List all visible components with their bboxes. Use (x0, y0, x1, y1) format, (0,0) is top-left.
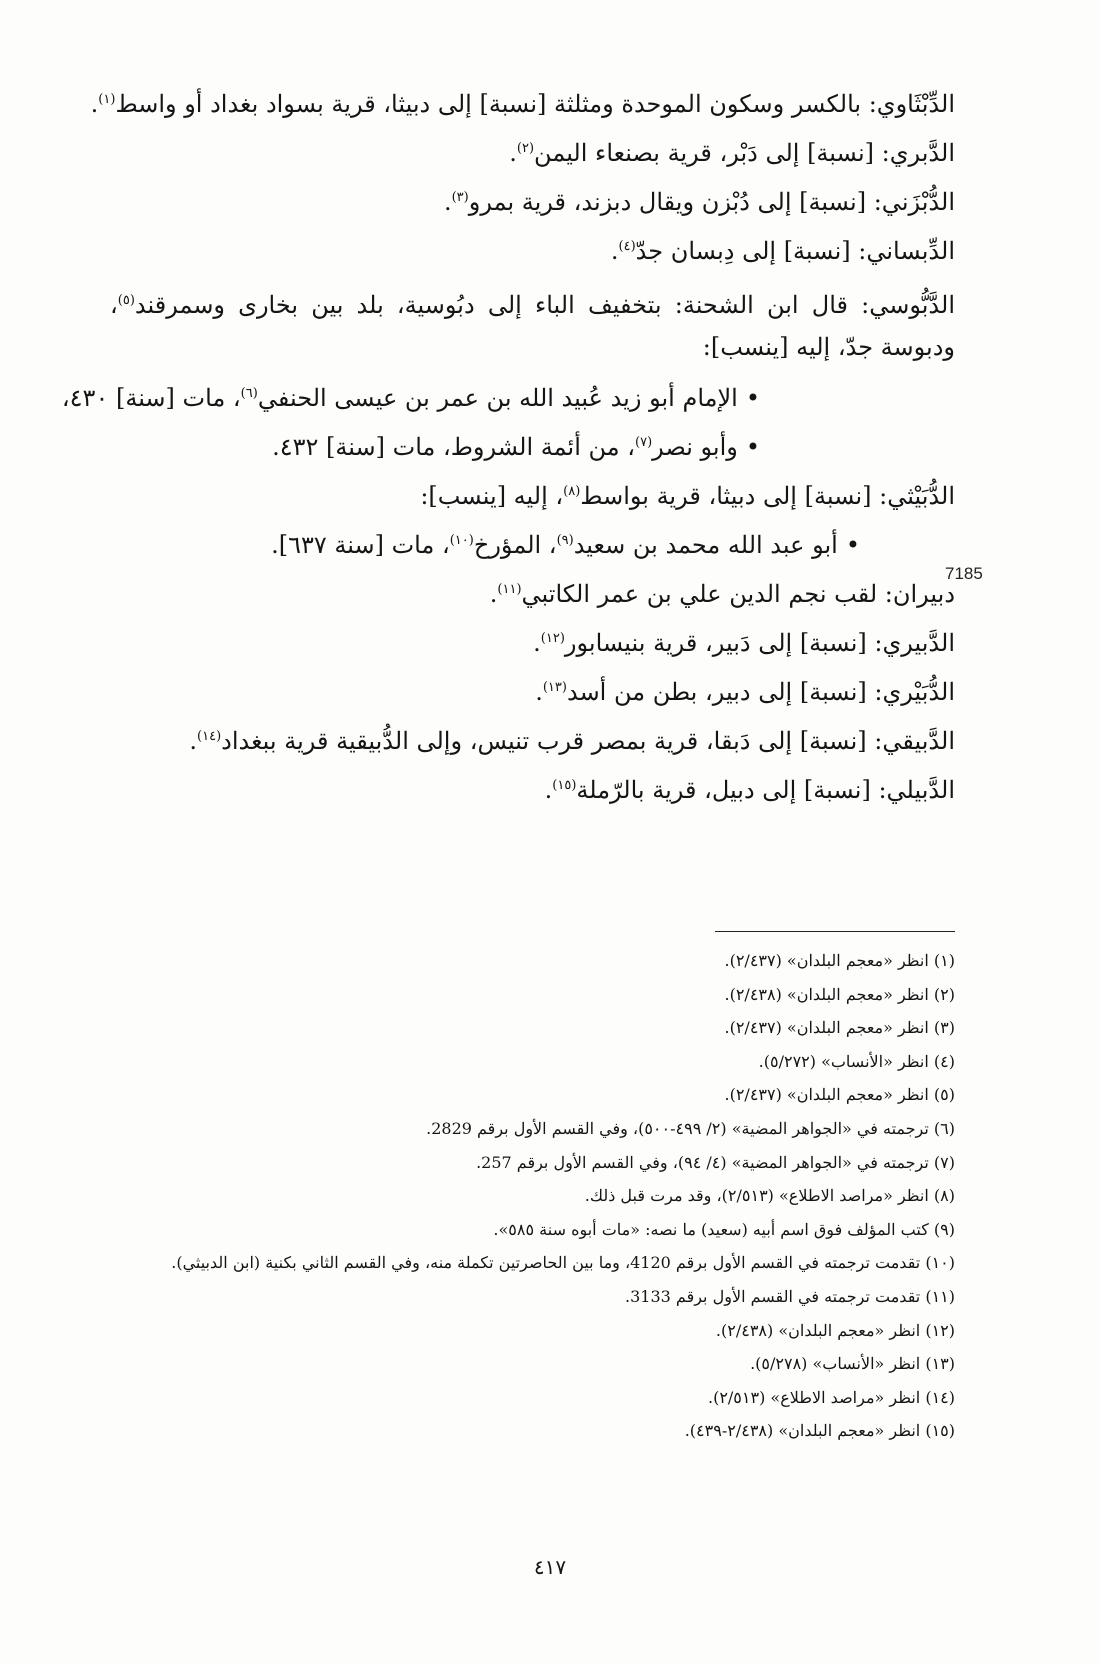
person-end: ، مات [سنة ٦٣٧]. (271, 531, 450, 559)
entry-text: الدَّبيقي: [نسبة] إلى دَبقا، قرية بمصر قرب تنيس، وإلى الدُّبيقية قرية ببغداد (221, 727, 955, 755)
footnote-divider (715, 931, 955, 932)
entry-dubayri (110, 676, 955, 708)
entry-text: الدِّبساني: [نسبة] إلى دِبسان جدّ (635, 237, 955, 265)
entry-end: . (610, 237, 619, 265)
footnote-ref[interactable]: (١٣) (542, 680, 567, 695)
footnote-4: (٤) انظر «الأنساب» (٥/٢٧٢). (758, 1051, 955, 1071)
person-text: الإمام أبو زيد عُبيد الله بن عمر بن عيسى الحنفي (257, 384, 738, 412)
footnote-ref[interactable]: (٣) (451, 190, 469, 205)
entry-dubaythi (110, 480, 955, 512)
entry-text: دبيران: لقب نجم الدين علي بن عمر الكاتبي (521, 580, 955, 608)
footnote-ref[interactable]: (١٤) (197, 729, 222, 744)
entry-end: . (489, 580, 498, 608)
footnote-13: (١٣) انظر «الأنساب» (٥/٢٧٨). (750, 1354, 955, 1374)
footnote-6: (٦) ترجمته في «الجواهر المضية» (٢/ ٤٩٩-٥٠٠)، وفي القسم الأول برقم 2829. (426, 1118, 955, 1138)
footnote-10: (١٠) تقدمت ترجمته في القسم الأول برقم 4120، وما بين الحاصرتين تكملة منه، وفي القسم الثاني بكنية (ابن الدبيثي). (171, 1253, 955, 1273)
main-text (61, 88, 955, 823)
footnote-3: (٣) انظر «معجم البلدان» (٢/٤٣٧). (724, 1018, 955, 1038)
footnote-14: (١٤) انظر «مراصد الاطلاع» (٢/٥١٣). (707, 1387, 955, 1407)
entry-dabiqi (110, 725, 955, 757)
entry-end: . (535, 678, 543, 706)
footnote-ref[interactable]: (٤) (618, 239, 636, 254)
person-end: ، مات [سنة] ٤٣٠، (61, 384, 241, 412)
footnote-7: (٧) ترجمته في «الجواهر المضية» (٤/ ٩٤)، وفي القسم الأول برقم 257. (476, 1152, 955, 1172)
footnote-ref[interactable]: (١٥) (552, 778, 577, 793)
footnote-ref[interactable]: (٢) (516, 141, 535, 156)
entry-text: الدَّبُّوسي: قال ابن الشحنة: بتخفيف الباء إلى دبُوسية، بلد بين بخارى وسمرقند (134, 291, 955, 319)
entry-end: . (189, 727, 198, 755)
footnote-11: (١١) تقدمت ترجمته في القسم الأول برقم 3133. (625, 1286, 955, 1306)
entry-text: الدُّبَيْري: [نسبة] إلى دبير، بطن من أسد (566, 678, 955, 706)
entry-end: . (443, 188, 452, 216)
entry-dibthawi (90, 88, 955, 120)
footnote-ref[interactable]: (٩) (556, 533, 574, 548)
entry-end: . (544, 776, 553, 804)
footnote-ref[interactable]: (١٠) (449, 533, 474, 548)
entry-text: الدَّبري: [نسبة] إلى دَبْر، قرية بصنعاء اليمن (534, 139, 955, 167)
bullet-icon: • (745, 384, 760, 412)
margin-entry-number: 7185 (945, 564, 983, 583)
entry-text: الدَّبيري: [نسبة] إلى دَبير، قرية بنيسابور (564, 629, 955, 657)
entry-text: الدُّبْزَني: [نسبة] إلى دُبْزن ويقال دبزند، قرية بمرو (468, 188, 955, 216)
entry-end: ، ودبوسة جدّ، إليه [ينسب]: (110, 291, 955, 361)
footnote-8: (٨) انظر «مراصد الاطلاع» (٢/٥١٣)، وقد مرت قبل ذلك. (584, 1186, 955, 1206)
person-text: ، المؤرخ (473, 531, 557, 559)
entry-dabili (110, 774, 955, 806)
entry-end: . (90, 90, 99, 118)
footnote-ref[interactable]: (٥) (117, 293, 135, 308)
entry-text: الدِّبْثَاوي: بالكسر وسكون الموحدة ومثلثة [نسبة] إلى دبيثا، قرية بسواد بغداد أو واسط (115, 90, 955, 118)
footnote-ref[interactable]: (١) (98, 92, 116, 107)
entry-dabbusi (110, 284, 955, 368)
footnote-ref[interactable]: (٨) (563, 484, 581, 499)
person-end: ، من أئمة الشروط، مات [سنة] ٤٣٢. (272, 433, 635, 461)
entry-end: ، إليه [ينسب]: (420, 482, 564, 510)
page-number: ٤١٧ (533, 1555, 567, 1579)
footnote-5: (٥) انظر «معجم البلدان» (٢/٤٣٧). (724, 1085, 955, 1105)
footnote-ref[interactable]: (٧) (635, 435, 653, 450)
footnotes (105, 950, 955, 1454)
footnote-ref[interactable]: (٦) (240, 386, 258, 401)
person-text: وأبو نصر (652, 433, 738, 461)
person-abu-nasr (110, 431, 955, 463)
entry-dibsani (110, 235, 955, 267)
entry-dabiri (110, 627, 955, 659)
person-text: أبو عبد الله محمد بن سعيد (573, 531, 838, 559)
entry-dubzani (110, 186, 955, 218)
footnote-9: (٩) كتب المؤلف فوق اسم أبيه (سعيد) ما نصه: «مات أبوه سنة ٥٨٥». (493, 1219, 955, 1239)
entry-text: الدَّبيلي: [نسبة] إلى دبيل، قرية بالرّملة (576, 776, 955, 804)
footnote-12: (١٢) انظر «معجم البلدان» (٢/٤٣٨). (715, 1320, 955, 1340)
footnote-2: (٢) انظر «معجم البلدان» (٢/٤٣٨). (724, 984, 955, 1004)
person-abu-zayd (61, 382, 955, 414)
footnote-ref[interactable]: (١٢) (540, 631, 565, 646)
entry-end: . (533, 629, 541, 657)
footnote-15: (١٥) انظر «معجم البلدان» (٢/٤٣٨-٤٣٩). (684, 1421, 955, 1441)
footnote-ref[interactable]: (١١) (497, 582, 522, 597)
entry-end: . (509, 139, 517, 167)
person-abu-abdallah (110, 529, 955, 561)
footnote-1: (١) انظر «معجم البلدان» (٢/٤٣٧). (724, 951, 955, 970)
entry-dabri (110, 137, 955, 169)
entry-text: الدُّبَيْثي: [نسبة] إلى دبيثا، قرية بواسط (580, 482, 955, 510)
bullet-icon: • (845, 531, 860, 559)
bullet-icon: • (745, 433, 760, 461)
entry-dabiran (110, 578, 955, 610)
